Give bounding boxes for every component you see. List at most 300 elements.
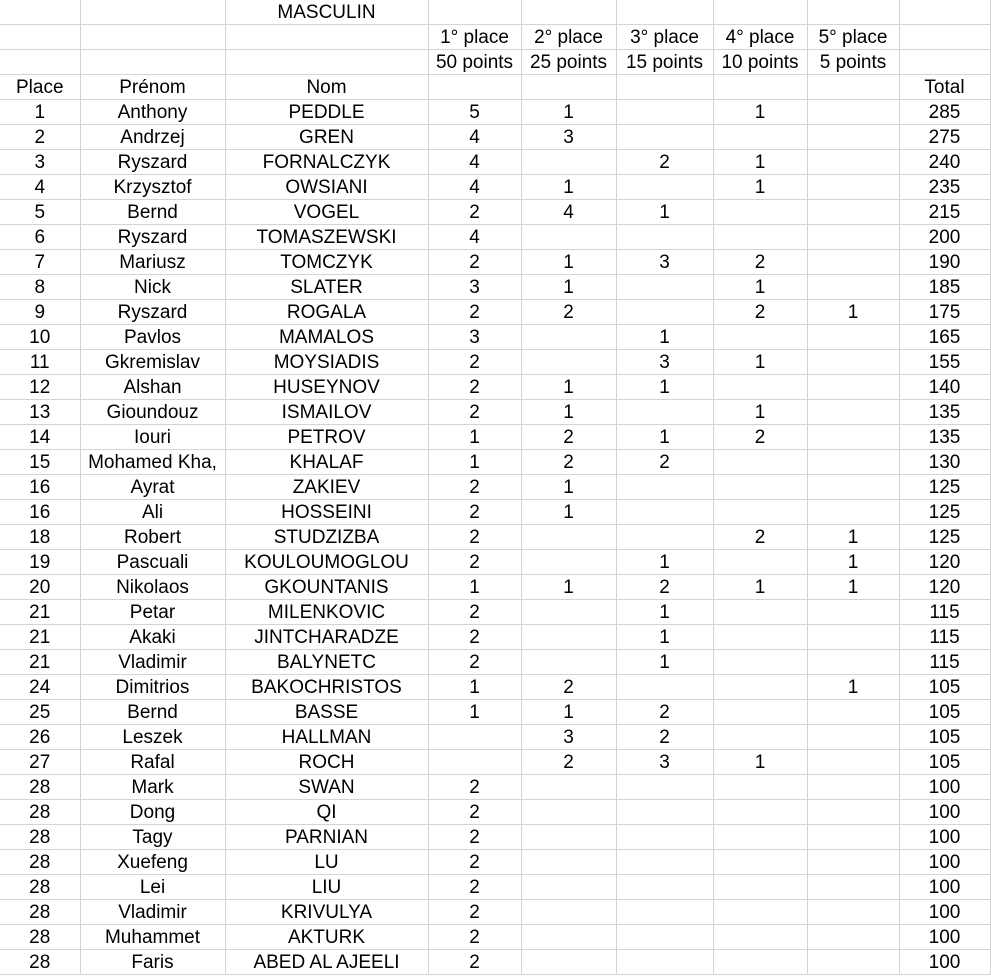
prenom-cell[interactable]: Lei [80, 875, 225, 900]
prenom-cell[interactable]: Bernd [80, 700, 225, 725]
place-cell[interactable]: 28 [0, 800, 80, 825]
prenom-cell[interactable]: Gkremislav [80, 350, 225, 375]
header-points-3[interactable]: 15 points [616, 50, 713, 75]
fifth-place-count-cell[interactable]: 1 [807, 575, 899, 600]
nom-cell[interactable]: SWAN [225, 775, 428, 800]
cell[interactable] [807, 75, 899, 100]
prenom-cell[interactable]: Andrzej [80, 125, 225, 150]
first-place-count-cell[interactable]: 5 [428, 100, 521, 125]
prenom-cell[interactable]: Muhammet [80, 925, 225, 950]
header-prenom[interactable]: Prénom [80, 75, 225, 100]
second-place-count-cell[interactable]: 2 [521, 750, 616, 775]
first-place-count-cell[interactable]: 2 [428, 550, 521, 575]
total-cell[interactable]: 100 [899, 850, 990, 875]
first-place-count-cell[interactable]: 2 [428, 625, 521, 650]
prenom-cell[interactable]: Mark [80, 775, 225, 800]
third-place-count-cell[interactable]: 1 [616, 375, 713, 400]
second-place-count-cell[interactable]: 1 [521, 400, 616, 425]
fifth-place-count-cell[interactable] [807, 925, 899, 950]
header-nom[interactable]: Nom [225, 75, 428, 100]
prenom-cell[interactable]: Pavlos [80, 325, 225, 350]
cell[interactable] [80, 0, 225, 25]
prenom-cell[interactable]: Faris [80, 950, 225, 975]
fourth-place-count-cell[interactable] [713, 900, 807, 925]
place-cell[interactable]: 28 [0, 825, 80, 850]
third-place-count-cell[interactable]: 3 [616, 350, 713, 375]
fifth-place-count-cell[interactable] [807, 875, 899, 900]
nom-cell[interactable]: SLATER [225, 275, 428, 300]
third-place-count-cell[interactable]: 1 [616, 650, 713, 675]
place-cell[interactable]: 28 [0, 925, 80, 950]
cell[interactable] [80, 50, 225, 75]
fourth-place-count-cell[interactable]: 2 [713, 300, 807, 325]
total-cell[interactable]: 125 [899, 475, 990, 500]
nom-cell[interactable]: KHALAF [225, 450, 428, 475]
third-place-count-cell[interactable]: 2 [616, 575, 713, 600]
total-cell[interactable]: 240 [899, 150, 990, 175]
total-cell[interactable]: 155 [899, 350, 990, 375]
total-cell[interactable]: 100 [899, 950, 990, 975]
prenom-cell[interactable]: Dong [80, 800, 225, 825]
place-cell[interactable]: 26 [0, 725, 80, 750]
first-place-count-cell[interactable]: 2 [428, 200, 521, 225]
fifth-place-count-cell[interactable] [807, 350, 899, 375]
cell[interactable] [807, 0, 899, 25]
fourth-place-count-cell[interactable] [713, 875, 807, 900]
fourth-place-count-cell[interactable] [713, 950, 807, 975]
cell[interactable] [225, 25, 428, 50]
total-cell[interactable]: 100 [899, 800, 990, 825]
first-place-count-cell[interactable]: 1 [428, 675, 521, 700]
first-place-count-cell[interactable]: 2 [428, 375, 521, 400]
second-place-count-cell[interactable]: 2 [521, 300, 616, 325]
place-cell[interactable]: 6 [0, 225, 80, 250]
nom-cell[interactable]: KRIVULYA [225, 900, 428, 925]
header-place-3[interactable]: 3° place [616, 25, 713, 50]
total-cell[interactable]: 115 [899, 600, 990, 625]
total-cell[interactable]: 120 [899, 550, 990, 575]
cell[interactable] [616, 0, 713, 25]
prenom-cell[interactable]: Rafal [80, 750, 225, 775]
first-place-count-cell[interactable]: 2 [428, 950, 521, 975]
prenom-cell[interactable]: Vladimir [80, 900, 225, 925]
fifth-place-count-cell[interactable] [807, 425, 899, 450]
fourth-place-count-cell[interactable]: 1 [713, 575, 807, 600]
prenom-cell[interactable]: Ali [80, 500, 225, 525]
fourth-place-count-cell[interactable] [713, 850, 807, 875]
nom-cell[interactable]: PETROV [225, 425, 428, 450]
nom-cell[interactable]: ISMAILOV [225, 400, 428, 425]
third-place-count-cell[interactable] [616, 475, 713, 500]
prenom-cell[interactable]: Akaki [80, 625, 225, 650]
fifth-place-count-cell[interactable]: 1 [807, 550, 899, 575]
prenom-cell[interactable]: Anthony [80, 100, 225, 125]
fifth-place-count-cell[interactable] [807, 325, 899, 350]
fourth-place-count-cell[interactable] [713, 475, 807, 500]
second-place-count-cell[interactable]: 3 [521, 125, 616, 150]
nom-cell[interactable]: HALLMAN [225, 725, 428, 750]
nom-cell[interactable]: GREN [225, 125, 428, 150]
place-cell[interactable]: 5 [0, 200, 80, 225]
fourth-place-count-cell[interactable] [713, 700, 807, 725]
first-place-count-cell[interactable]: 2 [428, 600, 521, 625]
third-place-count-cell[interactable] [616, 125, 713, 150]
place-cell[interactable]: 15 [0, 450, 80, 475]
total-cell[interactable]: 215 [899, 200, 990, 225]
header-points-1[interactable]: 50 points [428, 50, 521, 75]
fifth-place-count-cell[interactable] [807, 725, 899, 750]
fifth-place-count-cell[interactable] [807, 450, 899, 475]
third-place-count-cell[interactable] [616, 925, 713, 950]
fifth-place-count-cell[interactable] [807, 125, 899, 150]
fourth-place-count-cell[interactable] [713, 800, 807, 825]
header-points-4[interactable]: 10 points [713, 50, 807, 75]
place-cell[interactable]: 28 [0, 775, 80, 800]
prenom-cell[interactable]: Mariusz [80, 250, 225, 275]
fifth-place-count-cell[interactable]: 1 [807, 675, 899, 700]
first-place-count-cell[interactable]: 2 [428, 300, 521, 325]
fourth-place-count-cell[interactable]: 1 [713, 150, 807, 175]
place-cell[interactable]: 28 [0, 900, 80, 925]
third-place-count-cell[interactable]: 2 [616, 700, 713, 725]
nom-cell[interactable]: TOMCZYK [225, 250, 428, 275]
second-place-count-cell[interactable] [521, 225, 616, 250]
total-cell[interactable]: 125 [899, 525, 990, 550]
fourth-place-count-cell[interactable] [713, 225, 807, 250]
first-place-count-cell[interactable]: 3 [428, 275, 521, 300]
total-cell[interactable]: 100 [899, 775, 990, 800]
total-cell[interactable]: 200 [899, 225, 990, 250]
place-cell[interactable]: 28 [0, 850, 80, 875]
place-cell[interactable]: 11 [0, 350, 80, 375]
nom-cell[interactable]: KOULOUMOGLOU [225, 550, 428, 575]
first-place-count-cell[interactable]: 2 [428, 900, 521, 925]
second-place-count-cell[interactable]: 1 [521, 250, 616, 275]
fourth-place-count-cell[interactable] [713, 775, 807, 800]
total-cell[interactable]: 130 [899, 450, 990, 475]
first-place-count-cell[interactable] [428, 725, 521, 750]
first-place-count-cell[interactable]: 1 [428, 700, 521, 725]
place-cell[interactable]: 16 [0, 475, 80, 500]
fourth-place-count-cell[interactable] [713, 650, 807, 675]
header-total[interactable]: Total [899, 75, 990, 100]
fourth-place-count-cell[interactable] [713, 500, 807, 525]
total-cell[interactable]: 115 [899, 650, 990, 675]
third-place-count-cell[interactable]: 1 [616, 625, 713, 650]
place-cell[interactable]: 28 [0, 875, 80, 900]
second-place-count-cell[interactable] [521, 325, 616, 350]
cell[interactable] [0, 50, 80, 75]
third-place-count-cell[interactable] [616, 850, 713, 875]
nom-cell[interactable]: GKOUNTANIS [225, 575, 428, 600]
third-place-count-cell[interactable] [616, 225, 713, 250]
fifth-place-count-cell[interactable] [807, 600, 899, 625]
place-cell[interactable]: 9 [0, 300, 80, 325]
third-place-count-cell[interactable]: 3 [616, 750, 713, 775]
nom-cell[interactable]: BALYNETC [225, 650, 428, 675]
second-place-count-cell[interactable]: 1 [521, 500, 616, 525]
fifth-place-count-cell[interactable] [807, 225, 899, 250]
fourth-place-count-cell[interactable]: 1 [713, 275, 807, 300]
second-place-count-cell[interactable] [521, 350, 616, 375]
third-place-count-cell[interactable]: 2 [616, 150, 713, 175]
total-cell[interactable]: 100 [899, 900, 990, 925]
place-cell[interactable]: 2 [0, 125, 80, 150]
fifth-place-count-cell[interactable] [807, 825, 899, 850]
prenom-cell[interactable]: Iouri [80, 425, 225, 450]
first-place-count-cell[interactable]: 2 [428, 825, 521, 850]
second-place-count-cell[interactable] [521, 150, 616, 175]
second-place-count-cell[interactable] [521, 625, 616, 650]
prenom-cell[interactable]: Dimitrios [80, 675, 225, 700]
first-place-count-cell[interactable]: 2 [428, 775, 521, 800]
place-cell[interactable]: 16 [0, 500, 80, 525]
total-cell[interactable]: 100 [899, 925, 990, 950]
third-place-count-cell[interactable] [616, 900, 713, 925]
total-cell[interactable]: 285 [899, 100, 990, 125]
place-cell[interactable]: 21 [0, 600, 80, 625]
fifth-place-count-cell[interactable] [807, 800, 899, 825]
first-place-count-cell[interactable]: 4 [428, 175, 521, 200]
fifth-place-count-cell[interactable] [807, 500, 899, 525]
header-place-4[interactable]: 4° place [713, 25, 807, 50]
fourth-place-count-cell[interactable]: 1 [713, 750, 807, 775]
fourth-place-count-cell[interactable] [713, 375, 807, 400]
second-place-count-cell[interactable] [521, 775, 616, 800]
cell[interactable] [0, 25, 80, 50]
prenom-cell[interactable]: Ryszard [80, 225, 225, 250]
first-place-count-cell[interactable]: 2 [428, 525, 521, 550]
third-place-count-cell[interactable]: 2 [616, 450, 713, 475]
cell[interactable] [713, 0, 807, 25]
second-place-count-cell[interactable] [521, 825, 616, 850]
second-place-count-cell[interactable]: 2 [521, 450, 616, 475]
place-cell[interactable]: 24 [0, 675, 80, 700]
second-place-count-cell[interactable]: 3 [521, 725, 616, 750]
cell[interactable] [428, 0, 521, 25]
first-place-count-cell[interactable]: 2 [428, 500, 521, 525]
place-cell[interactable]: 7 [0, 250, 80, 275]
place-cell[interactable]: 12 [0, 375, 80, 400]
header-place[interactable]: Place [0, 75, 80, 100]
place-cell[interactable]: 13 [0, 400, 80, 425]
place-cell[interactable]: 21 [0, 625, 80, 650]
prenom-cell[interactable]: Nikolaos [80, 575, 225, 600]
fifth-place-count-cell[interactable] [807, 375, 899, 400]
fifth-place-count-cell[interactable] [807, 750, 899, 775]
cell[interactable] [80, 25, 225, 50]
place-cell[interactable]: 25 [0, 700, 80, 725]
first-place-count-cell[interactable]: 4 [428, 150, 521, 175]
first-place-count-cell[interactable]: 2 [428, 925, 521, 950]
first-place-count-cell[interactable]: 2 [428, 400, 521, 425]
first-place-count-cell[interactable]: 2 [428, 650, 521, 675]
third-place-count-cell[interactable] [616, 675, 713, 700]
third-place-count-cell[interactable] [616, 800, 713, 825]
first-place-count-cell[interactable]: 2 [428, 250, 521, 275]
first-place-count-cell[interactable]: 4 [428, 125, 521, 150]
total-cell[interactable]: 115 [899, 625, 990, 650]
fourth-place-count-cell[interactable] [713, 125, 807, 150]
fourth-place-count-cell[interactable]: 2 [713, 250, 807, 275]
nom-cell[interactable]: HOSSEINI [225, 500, 428, 525]
third-place-count-cell[interactable] [616, 500, 713, 525]
nom-cell[interactable]: VOGEL [225, 200, 428, 225]
prenom-cell[interactable]: Vladimir [80, 650, 225, 675]
prenom-cell[interactable]: Xuefeng [80, 850, 225, 875]
sheet-title[interactable]: MASCULIN [225, 0, 428, 25]
fifth-place-count-cell[interactable] [807, 400, 899, 425]
third-place-count-cell[interactable]: 1 [616, 425, 713, 450]
fifth-place-count-cell[interactable] [807, 625, 899, 650]
fifth-place-count-cell[interactable] [807, 100, 899, 125]
nom-cell[interactable]: AKTURK [225, 925, 428, 950]
place-cell[interactable]: 14 [0, 425, 80, 450]
second-place-count-cell[interactable] [521, 900, 616, 925]
third-place-count-cell[interactable] [616, 825, 713, 850]
third-place-count-cell[interactable] [616, 300, 713, 325]
total-cell[interactable]: 165 [899, 325, 990, 350]
nom-cell[interactable]: STUDZIZBA [225, 525, 428, 550]
second-place-count-cell[interactable]: 1 [521, 275, 616, 300]
nom-cell[interactable]: ABED AL AJEELI [225, 950, 428, 975]
total-cell[interactable]: 175 [899, 300, 990, 325]
fifth-place-count-cell[interactable] [807, 150, 899, 175]
place-cell[interactable]: 27 [0, 750, 80, 775]
first-place-count-cell[interactable]: 2 [428, 800, 521, 825]
first-place-count-cell[interactable]: 2 [428, 475, 521, 500]
total-cell[interactable]: 235 [899, 175, 990, 200]
third-place-count-cell[interactable]: 1 [616, 325, 713, 350]
nom-cell[interactable]: MOYSIADIS [225, 350, 428, 375]
nom-cell[interactable]: MAMALOS [225, 325, 428, 350]
fourth-place-count-cell[interactable]: 2 [713, 525, 807, 550]
total-cell[interactable]: 275 [899, 125, 990, 150]
fourth-place-count-cell[interactable]: 1 [713, 175, 807, 200]
nom-cell[interactable]: BASSE [225, 700, 428, 725]
prenom-cell[interactable]: Mohamed Kha, [80, 450, 225, 475]
second-place-count-cell[interactable] [521, 600, 616, 625]
first-place-count-cell[interactable]: 1 [428, 425, 521, 450]
total-cell[interactable]: 190 [899, 250, 990, 275]
third-place-count-cell[interactable]: 1 [616, 550, 713, 575]
second-place-count-cell[interactable] [521, 875, 616, 900]
third-place-count-cell[interactable] [616, 175, 713, 200]
second-place-count-cell[interactable]: 1 [521, 475, 616, 500]
second-place-count-cell[interactable]: 1 [521, 700, 616, 725]
nom-cell[interactable]: LU [225, 850, 428, 875]
third-place-count-cell[interactable]: 1 [616, 200, 713, 225]
prenom-cell[interactable]: Petar [80, 600, 225, 625]
total-cell[interactable]: 135 [899, 425, 990, 450]
second-place-count-cell[interactable]: 1 [521, 100, 616, 125]
place-cell[interactable]: 19 [0, 550, 80, 575]
fifth-place-count-cell[interactable] [807, 650, 899, 675]
nom-cell[interactable]: PARNIAN [225, 825, 428, 850]
cell[interactable] [899, 50, 990, 75]
nom-cell[interactable]: PEDDLE [225, 100, 428, 125]
third-place-count-cell[interactable] [616, 100, 713, 125]
cell[interactable] [225, 50, 428, 75]
first-place-count-cell[interactable]: 2 [428, 875, 521, 900]
third-place-count-cell[interactable]: 1 [616, 600, 713, 625]
first-place-count-cell[interactable]: 1 [428, 575, 521, 600]
first-place-count-cell[interactable]: 3 [428, 325, 521, 350]
second-place-count-cell[interactable]: 1 [521, 375, 616, 400]
prenom-cell[interactable]: Ryszard [80, 300, 225, 325]
second-place-count-cell[interactable] [521, 525, 616, 550]
total-cell[interactable]: 100 [899, 875, 990, 900]
fourth-place-count-cell[interactable]: 1 [713, 100, 807, 125]
fourth-place-count-cell[interactable] [713, 325, 807, 350]
total-cell[interactable]: 125 [899, 500, 990, 525]
total-cell[interactable]: 185 [899, 275, 990, 300]
prenom-cell[interactable]: Gioundouz [80, 400, 225, 425]
header-place-1[interactable]: 1° place [428, 25, 521, 50]
place-cell[interactable]: 8 [0, 275, 80, 300]
third-place-count-cell[interactable]: 3 [616, 250, 713, 275]
third-place-count-cell[interactable] [616, 775, 713, 800]
fourth-place-count-cell[interactable]: 1 [713, 400, 807, 425]
header-place-2[interactable]: 2° place [521, 25, 616, 50]
nom-cell[interactable]: FORNALCZYK [225, 150, 428, 175]
place-cell[interactable]: 4 [0, 175, 80, 200]
nom-cell[interactable]: OWSIANI [225, 175, 428, 200]
fifth-place-count-cell[interactable] [807, 275, 899, 300]
prenom-cell[interactable]: Ryszard [80, 150, 225, 175]
third-place-count-cell[interactable] [616, 400, 713, 425]
nom-cell[interactable]: HUSEYNOV [225, 375, 428, 400]
first-place-count-cell[interactable]: 2 [428, 350, 521, 375]
fourth-place-count-cell[interactable] [713, 600, 807, 625]
header-points-2[interactable]: 25 points [521, 50, 616, 75]
fifth-place-count-cell[interactable] [807, 200, 899, 225]
nom-cell[interactable]: BAKOCHRISTOS [225, 675, 428, 700]
fifth-place-count-cell[interactable] [807, 775, 899, 800]
total-cell[interactable]: 140 [899, 375, 990, 400]
cell[interactable] [0, 0, 80, 25]
place-cell[interactable]: 20 [0, 575, 80, 600]
nom-cell[interactable]: ZAKIEV [225, 475, 428, 500]
cell[interactable] [521, 0, 616, 25]
third-place-count-cell[interactable] [616, 950, 713, 975]
total-cell[interactable]: 100 [899, 825, 990, 850]
prenom-cell[interactable]: Robert [80, 525, 225, 550]
header-place-5[interactable]: 5° place [807, 25, 899, 50]
second-place-count-cell[interactable]: 1 [521, 175, 616, 200]
second-place-count-cell[interactable]: 2 [521, 425, 616, 450]
fifth-place-count-cell[interactable]: 1 [807, 525, 899, 550]
nom-cell[interactable]: MILENKOVIC [225, 600, 428, 625]
fifth-place-count-cell[interactable] [807, 850, 899, 875]
fourth-place-count-cell[interactable]: 1 [713, 350, 807, 375]
nom-cell[interactable]: LIU [225, 875, 428, 900]
place-cell[interactable]: 28 [0, 950, 80, 975]
fifth-place-count-cell[interactable] [807, 475, 899, 500]
place-cell[interactable]: 18 [0, 525, 80, 550]
second-place-count-cell[interactable] [521, 850, 616, 875]
fourth-place-count-cell[interactable]: 2 [713, 425, 807, 450]
second-place-count-cell[interactable] [521, 550, 616, 575]
total-cell[interactable]: 105 [899, 750, 990, 775]
fifth-place-count-cell[interactable]: 1 [807, 300, 899, 325]
fourth-place-count-cell[interactable] [713, 675, 807, 700]
first-place-count-cell[interactable]: 1 [428, 450, 521, 475]
third-place-count-cell[interactable] [616, 275, 713, 300]
cell[interactable] [713, 75, 807, 100]
second-place-count-cell[interactable]: 2 [521, 675, 616, 700]
fifth-place-count-cell[interactable] [807, 175, 899, 200]
